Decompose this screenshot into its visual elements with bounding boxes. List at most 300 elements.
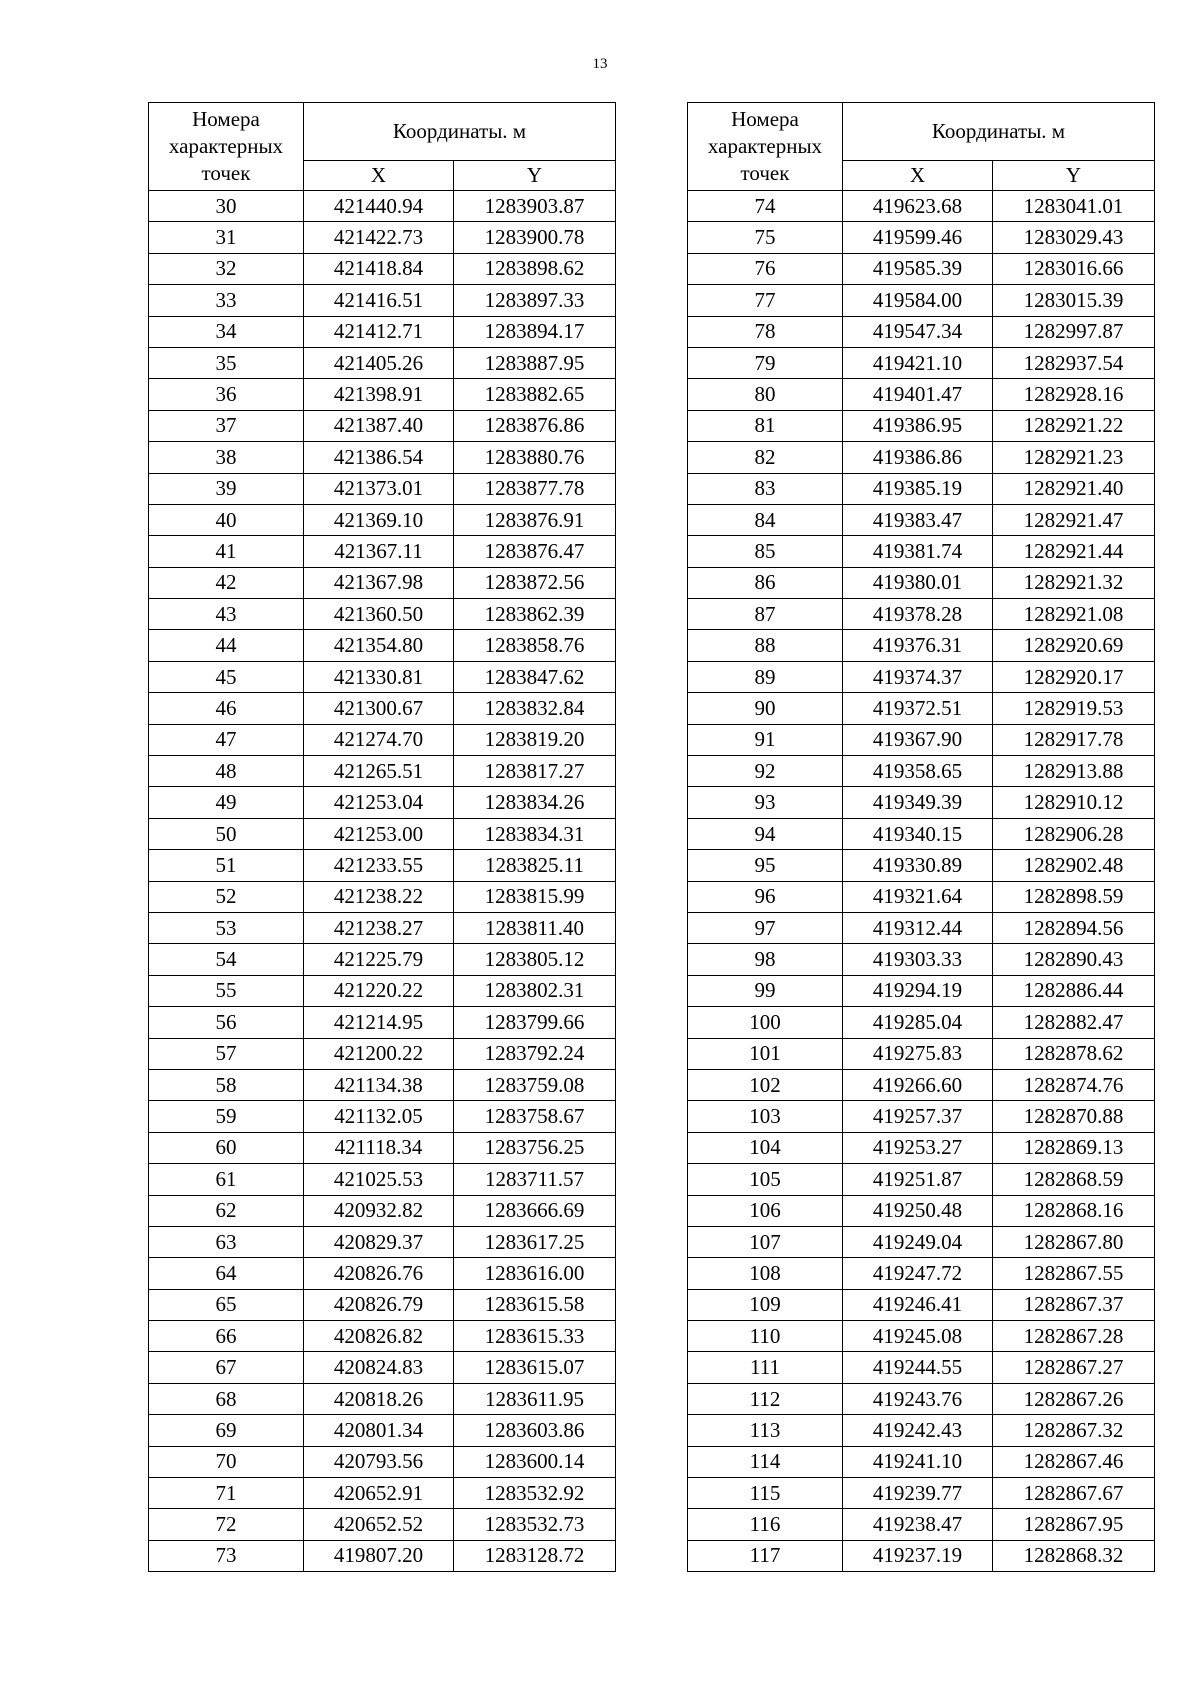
point-number-cell: 69: [149, 1415, 304, 1446]
table-row: [149, 724, 616, 755]
x-coordinate-cell: 419303.33: [843, 944, 993, 975]
x-coordinate-cell: 421422.73: [304, 222, 454, 253]
point-number-cell: 56: [149, 1007, 304, 1038]
point-number-cell: 101: [688, 1038, 843, 1069]
table-row: [149, 504, 616, 535]
x-coordinate-cell: 419378.28: [843, 599, 993, 630]
x-coordinate-cell: 419401.47: [843, 379, 993, 410]
point-number-cell: 59: [149, 1101, 304, 1132]
point-number-cell: 92: [688, 756, 843, 787]
y-coordinate-cell: 1282920.17: [993, 661, 1155, 692]
y-coordinate-cell: 1282921.47: [993, 504, 1155, 535]
table-row: [149, 756, 616, 787]
table-row: [688, 1383, 1155, 1414]
point-number-cell: 40: [149, 504, 304, 535]
x-coordinate-cell: 419247.72: [843, 1258, 993, 1289]
y-coordinate-cell: 1283615.58: [454, 1289, 616, 1320]
point-number-cell: 61: [149, 1164, 304, 1195]
point-number-cell: 87: [688, 599, 843, 630]
y-coordinate-cell: 1282868.32: [993, 1540, 1155, 1571]
y-coordinate-cell: 1282878.62: [993, 1038, 1155, 1069]
point-number-cell: 100: [688, 1007, 843, 1038]
y-coordinate-cell: 1283617.25: [454, 1226, 616, 1257]
table-row: [149, 473, 616, 504]
table-row: [688, 1321, 1155, 1352]
point-number-cell: 45: [149, 661, 304, 692]
y-coordinate-cell: 1283903.87: [454, 191, 616, 222]
x-coordinate-cell: 419547.34: [843, 316, 993, 347]
x-coordinate-cell: 419585.39: [843, 253, 993, 284]
y-coordinate-cell: 1283834.31: [454, 818, 616, 849]
y-coordinate-cell: 1283882.65: [454, 379, 616, 410]
table-row: [688, 1132, 1155, 1163]
table-row: [688, 850, 1155, 881]
table-row: [149, 191, 616, 222]
x-coordinate-cell: 419380.01: [843, 567, 993, 598]
point-number-cell: 90: [688, 693, 843, 724]
point-number-cell: 78: [688, 316, 843, 347]
table-row: [149, 818, 616, 849]
point-number-cell: 116: [688, 1509, 843, 1540]
x-coordinate-cell: 419253.27: [843, 1132, 993, 1163]
point-number-cell: 54: [149, 944, 304, 975]
table-row: [688, 693, 1155, 724]
y-coordinate-cell: 1283898.62: [454, 253, 616, 284]
point-number-cell: 96: [688, 881, 843, 912]
x-coordinate-cell: 419372.51: [843, 693, 993, 724]
point-number-cell: 97: [688, 912, 843, 943]
x-coordinate-cell: 421367.98: [304, 567, 454, 598]
table-row: [149, 285, 616, 316]
y-coordinate-cell: 1283802.31: [454, 975, 616, 1006]
x-coordinate-cell: 419321.64: [843, 881, 993, 912]
table-row: [149, 347, 616, 378]
points-column-header: Номера характерных точек: [149, 103, 304, 191]
point-number-cell: 73: [149, 1540, 304, 1571]
y-coordinate-cell: 1283603.86: [454, 1415, 616, 1446]
table-row: [149, 912, 616, 943]
table-row: [688, 599, 1155, 630]
x-coordinate-cell: 419349.39: [843, 787, 993, 818]
table-row: [149, 1540, 616, 1571]
y-coordinate-cell: 1282867.27: [993, 1352, 1155, 1383]
table-row: [688, 912, 1155, 943]
x-coordinate-cell: 421387.40: [304, 410, 454, 441]
point-number-cell: 71: [149, 1478, 304, 1509]
table-row: [149, 693, 616, 724]
point-number-cell: 41: [149, 536, 304, 567]
y-coordinate-cell: 1282867.28: [993, 1321, 1155, 1352]
y-coordinate-cell: 1283666.69: [454, 1195, 616, 1226]
point-number-cell: 47: [149, 724, 304, 755]
point-number-cell: 93: [688, 787, 843, 818]
x-coordinate-cell: 419807.20: [304, 1540, 454, 1571]
y-coordinate-cell: 1282997.87: [993, 316, 1155, 347]
point-number-cell: 75: [688, 222, 843, 253]
y-coordinate-cell: 1283832.84: [454, 693, 616, 724]
table-row: [688, 1164, 1155, 1195]
y-coordinate-cell: 1283759.08: [454, 1069, 616, 1100]
table-row: [688, 661, 1155, 692]
y-coordinate-cell: 1282868.16: [993, 1195, 1155, 1226]
coordinates-column-header: Координаты. м: [304, 103, 616, 161]
x-coordinate-cell: 420801.34: [304, 1415, 454, 1446]
y-coordinate-cell: 1283876.91: [454, 504, 616, 535]
table-row: [688, 756, 1155, 787]
y-coordinate-cell: 1283041.01: [993, 191, 1155, 222]
table-row: [688, 316, 1155, 347]
table-row: [149, 379, 616, 410]
y-coordinate-cell: 1283532.92: [454, 1478, 616, 1509]
x-coordinate-cell: 421238.27: [304, 912, 454, 943]
table-row: [688, 379, 1155, 410]
y-coordinate-cell: 1283792.24: [454, 1038, 616, 1069]
point-number-cell: 53: [149, 912, 304, 943]
y-coordinate-cell: 1283825.11: [454, 850, 616, 881]
y-coordinate-cell: 1282921.32: [993, 567, 1155, 598]
y-coordinate-cell: 1282902.48: [993, 850, 1155, 881]
y-coordinate-cell: 1283615.07: [454, 1352, 616, 1383]
y-coordinate-cell: 1282867.95: [993, 1509, 1155, 1540]
point-number-cell: 30: [149, 191, 304, 222]
table-row: [688, 724, 1155, 755]
point-number-cell: 48: [149, 756, 304, 787]
point-number-cell: 112: [688, 1383, 843, 1414]
table-row: [688, 473, 1155, 504]
x-coordinate-cell: 421330.81: [304, 661, 454, 692]
y-coordinate-cell: 1282921.22: [993, 410, 1155, 441]
x-coordinate-cell: 421220.22: [304, 975, 454, 1006]
table-row: [149, 1195, 616, 1226]
x-coordinate-cell: 421369.10: [304, 504, 454, 535]
point-number-cell: 64: [149, 1258, 304, 1289]
x-coordinate-cell: 421373.01: [304, 473, 454, 504]
table-row: [688, 1069, 1155, 1100]
table-row: [688, 944, 1155, 975]
x-coordinate-cell: 420826.82: [304, 1321, 454, 1352]
point-number-cell: 94: [688, 818, 843, 849]
point-number-cell: 39: [149, 473, 304, 504]
x-coordinate-cell: 419383.47: [843, 504, 993, 535]
table-row: [149, 1352, 616, 1383]
point-number-cell: 115: [688, 1478, 843, 1509]
table-row: [688, 1101, 1155, 1132]
y-coordinate-cell: 1283862.39: [454, 599, 616, 630]
y-coordinate-cell: 1282917.78: [993, 724, 1155, 755]
y-coordinate-cell: 1282882.47: [993, 1007, 1155, 1038]
point-number-cell: 113: [688, 1415, 843, 1446]
table-row: [688, 1289, 1155, 1320]
point-number-cell: 34: [149, 316, 304, 347]
y-coordinate-cell: 1283600.14: [454, 1446, 616, 1477]
point-number-cell: 46: [149, 693, 304, 724]
y-coordinate-cell: 1282890.43: [993, 944, 1155, 975]
point-number-cell: 33: [149, 285, 304, 316]
y-coordinate-cell: 1283758.67: [454, 1101, 616, 1132]
x-coordinate-cell: 419245.08: [843, 1321, 993, 1352]
y-coordinate-cell: 1283877.78: [454, 473, 616, 504]
x-coordinate-cell: 419251.87: [843, 1164, 993, 1195]
x-coordinate-cell: 420824.83: [304, 1352, 454, 1383]
point-number-cell: 85: [688, 536, 843, 567]
table-row: [688, 504, 1155, 535]
x-coordinate-cell: 419250.48: [843, 1195, 993, 1226]
point-number-cell: 62: [149, 1195, 304, 1226]
y-coordinate-cell: 1283128.72: [454, 1540, 616, 1571]
y-coordinate-cell: 1283811.40: [454, 912, 616, 943]
table-row: [149, 881, 616, 912]
point-number-cell: 65: [149, 1289, 304, 1320]
table-row: [149, 1226, 616, 1257]
table-row: [149, 1383, 616, 1414]
y-coordinate-cell: 1283756.25: [454, 1132, 616, 1163]
table-row: [688, 1038, 1155, 1069]
point-number-cell: 55: [149, 975, 304, 1006]
table-row: [688, 1195, 1155, 1226]
point-number-cell: 79: [688, 347, 843, 378]
coordinates-table-right: [687, 102, 1155, 1572]
x-coordinate-cell: 419421.10: [843, 347, 993, 378]
point-number-cell: 66: [149, 1321, 304, 1352]
coordinates-column-header: Координаты. м: [843, 103, 1155, 161]
point-number-cell: 81: [688, 410, 843, 441]
y-coordinate-cell: 1282886.44: [993, 975, 1155, 1006]
x-coordinate-cell: 421253.04: [304, 787, 454, 818]
y-coordinate-cell: 1283872.56: [454, 567, 616, 598]
point-number-cell: 117: [688, 1540, 843, 1571]
table-row: [149, 1069, 616, 1100]
table-row: [149, 1038, 616, 1069]
x-coordinate-cell: 421440.94: [304, 191, 454, 222]
point-number-cell: 44: [149, 630, 304, 661]
table-row: [149, 567, 616, 598]
x-coordinate-cell: 421118.34: [304, 1132, 454, 1163]
x-coordinate-cell: 420793.56: [304, 1446, 454, 1477]
x-coordinate-cell: 420652.52: [304, 1509, 454, 1540]
point-number-cell: 107: [688, 1226, 843, 1257]
y-column-header: Y: [454, 161, 616, 191]
x-coordinate-cell: 420932.82: [304, 1195, 454, 1226]
point-number-cell: 104: [688, 1132, 843, 1163]
x-coordinate-cell: 419244.55: [843, 1352, 993, 1383]
point-number-cell: 70: [149, 1446, 304, 1477]
x-coordinate-cell: 419275.83: [843, 1038, 993, 1069]
y-coordinate-cell: 1282937.54: [993, 347, 1155, 378]
x-coordinate-cell: 421134.38: [304, 1069, 454, 1100]
y-coordinate-cell: 1282928.16: [993, 379, 1155, 410]
y-coordinate-cell: 1282867.67: [993, 1478, 1155, 1509]
table-row: [149, 1164, 616, 1195]
y-coordinate-cell: 1283799.66: [454, 1007, 616, 1038]
x-coordinate-cell: 421238.22: [304, 881, 454, 912]
table-row: [688, 818, 1155, 849]
x-coordinate-cell: 419312.44: [843, 912, 993, 943]
table-row: [149, 787, 616, 818]
table-row: [688, 1509, 1155, 1540]
table-row: [688, 567, 1155, 598]
x-coordinate-cell: 421233.55: [304, 850, 454, 881]
point-number-cell: 88: [688, 630, 843, 661]
y-coordinate-cell: 1283615.33: [454, 1321, 616, 1352]
table-row: [149, 944, 616, 975]
x-coordinate-cell: 421360.50: [304, 599, 454, 630]
x-coordinate-cell: 421132.05: [304, 1101, 454, 1132]
point-number-cell: 52: [149, 881, 304, 912]
point-number-cell: 37: [149, 410, 304, 441]
points-column-header: Номера характерных точек: [688, 103, 843, 191]
point-number-cell: 106: [688, 1195, 843, 1226]
y-coordinate-cell: 1283897.33: [454, 285, 616, 316]
y-coordinate-cell: 1283616.00: [454, 1258, 616, 1289]
x-coordinate-cell: 419257.37: [843, 1101, 993, 1132]
table-row: [688, 1226, 1155, 1257]
y-coordinate-cell: 1283858.76: [454, 630, 616, 661]
x-coordinate-cell: 421367.11: [304, 536, 454, 567]
point-number-cell: 72: [149, 1509, 304, 1540]
x-coordinate-cell: 419285.04: [843, 1007, 993, 1038]
x-coordinate-cell: 419266.60: [843, 1069, 993, 1100]
x-coordinate-cell: 419294.19: [843, 975, 993, 1006]
y-coordinate-cell: 1282869.13: [993, 1132, 1155, 1163]
y-coordinate-cell: 1283016.66: [993, 253, 1155, 284]
y-coordinate-cell: 1282921.08: [993, 599, 1155, 630]
x-coordinate-cell: 421253.00: [304, 818, 454, 849]
table-row: [688, 1352, 1155, 1383]
x-coordinate-cell: 419249.04: [843, 1226, 993, 1257]
point-number-cell: 57: [149, 1038, 304, 1069]
x-coordinate-cell: 419239.77: [843, 1478, 993, 1509]
y-coordinate-cell: 1282921.40: [993, 473, 1155, 504]
table-row: [149, 1509, 616, 1540]
y-coordinate-cell: 1282894.56: [993, 912, 1155, 943]
table-row: [149, 442, 616, 473]
x-coordinate-cell: 419242.43: [843, 1415, 993, 1446]
point-number-cell: 105: [688, 1164, 843, 1195]
x-coordinate-cell: 421418.84: [304, 253, 454, 284]
point-number-cell: 99: [688, 975, 843, 1006]
x-coordinate-cell: 421214.95: [304, 1007, 454, 1038]
table-row: [149, 1007, 616, 1038]
table-row: [688, 347, 1155, 378]
y-coordinate-cell: 1283887.95: [454, 347, 616, 378]
table-row: [149, 253, 616, 284]
y-coordinate-cell: 1282919.53: [993, 693, 1155, 724]
table-row: [149, 1289, 616, 1320]
point-number-cell: 49: [149, 787, 304, 818]
x-coordinate-cell: 421405.26: [304, 347, 454, 378]
point-number-cell: 111: [688, 1352, 843, 1383]
y-coordinate-cell: 1283876.86: [454, 410, 616, 441]
x-coordinate-cell: 419599.46: [843, 222, 993, 253]
y-coordinate-cell: 1282898.59: [993, 881, 1155, 912]
y-coordinate-cell: 1282921.23: [993, 442, 1155, 473]
point-number-cell: 68: [149, 1383, 304, 1414]
point-number-cell: 50: [149, 818, 304, 849]
x-coordinate-cell: 421354.80: [304, 630, 454, 661]
y-coordinate-cell: 1282906.28: [993, 818, 1155, 849]
point-number-cell: 109: [688, 1289, 843, 1320]
point-number-cell: 51: [149, 850, 304, 881]
x-coordinate-cell: 421398.91: [304, 379, 454, 410]
point-number-cell: 77: [688, 285, 843, 316]
x-coordinate-cell: 419385.19: [843, 473, 993, 504]
x-coordinate-cell: 420829.37: [304, 1226, 454, 1257]
x-coordinate-cell: 421274.70: [304, 724, 454, 755]
table-row: [688, 1540, 1155, 1571]
table-row: [688, 975, 1155, 1006]
x-coordinate-cell: 421412.71: [304, 316, 454, 347]
y-coordinate-cell: 1283900.78: [454, 222, 616, 253]
x-coordinate-cell: 420652.91: [304, 1478, 454, 1509]
table-row: [149, 1446, 616, 1477]
x-coordinate-cell: 421386.54: [304, 442, 454, 473]
x-coordinate-cell: 421265.51: [304, 756, 454, 787]
table-row: [149, 1132, 616, 1163]
y-coordinate-cell: 1282870.88: [993, 1101, 1155, 1132]
x-coordinate-cell: 420818.26: [304, 1383, 454, 1414]
x-coordinate-cell: 421225.79: [304, 944, 454, 975]
table-row: [688, 410, 1155, 441]
y-coordinate-cell: 1283880.76: [454, 442, 616, 473]
point-number-cell: 89: [688, 661, 843, 692]
x-coordinate-cell: 419246.41: [843, 1289, 993, 1320]
y-coordinate-cell: 1282874.76: [993, 1069, 1155, 1100]
x-coordinate-cell: 419381.74: [843, 536, 993, 567]
point-number-cell: 32: [149, 253, 304, 284]
y-coordinate-cell: 1283817.27: [454, 756, 616, 787]
x-coordinate-cell: 419238.47: [843, 1509, 993, 1540]
point-number-cell: 82: [688, 442, 843, 473]
y-coordinate-cell: 1283611.95: [454, 1383, 616, 1414]
y-coordinate-cell: 1283894.17: [454, 316, 616, 347]
point-number-cell: 102: [688, 1069, 843, 1100]
table-row: [688, 253, 1155, 284]
table-row: [149, 1478, 616, 1509]
x-coordinate-cell: 420826.76: [304, 1258, 454, 1289]
table-row: [688, 1415, 1155, 1446]
y-coordinate-cell: 1282910.12: [993, 787, 1155, 818]
table-row: [688, 191, 1155, 222]
point-number-cell: 80: [688, 379, 843, 410]
table-row: [149, 316, 616, 347]
x-coordinate-cell: 421416.51: [304, 285, 454, 316]
point-number-cell: 86: [688, 567, 843, 598]
y-column-header: Y: [993, 161, 1155, 191]
x-coordinate-cell: 419340.15: [843, 818, 993, 849]
table-row: [149, 599, 616, 630]
y-coordinate-cell: 1282913.88: [993, 756, 1155, 787]
coordinates-table-left: [148, 102, 616, 1572]
point-number-cell: 42: [149, 567, 304, 598]
table-row: [688, 442, 1155, 473]
x-coordinate-cell: 419358.65: [843, 756, 993, 787]
x-coordinate-cell: 421025.53: [304, 1164, 454, 1195]
table-row: [688, 787, 1155, 818]
table-row: [688, 1446, 1155, 1477]
y-coordinate-cell: 1282867.55: [993, 1258, 1155, 1289]
table-row: [688, 881, 1155, 912]
x-column-header: X: [304, 161, 454, 191]
point-number-cell: 114: [688, 1446, 843, 1477]
table-row: [149, 1415, 616, 1446]
y-coordinate-cell: 1282867.37: [993, 1289, 1155, 1320]
point-number-cell: 74: [688, 191, 843, 222]
page-number: 13: [592, 56, 608, 72]
point-number-cell: 76: [688, 253, 843, 284]
table-row: [149, 410, 616, 441]
point-number-cell: 31: [149, 222, 304, 253]
point-number-cell: 58: [149, 1069, 304, 1100]
